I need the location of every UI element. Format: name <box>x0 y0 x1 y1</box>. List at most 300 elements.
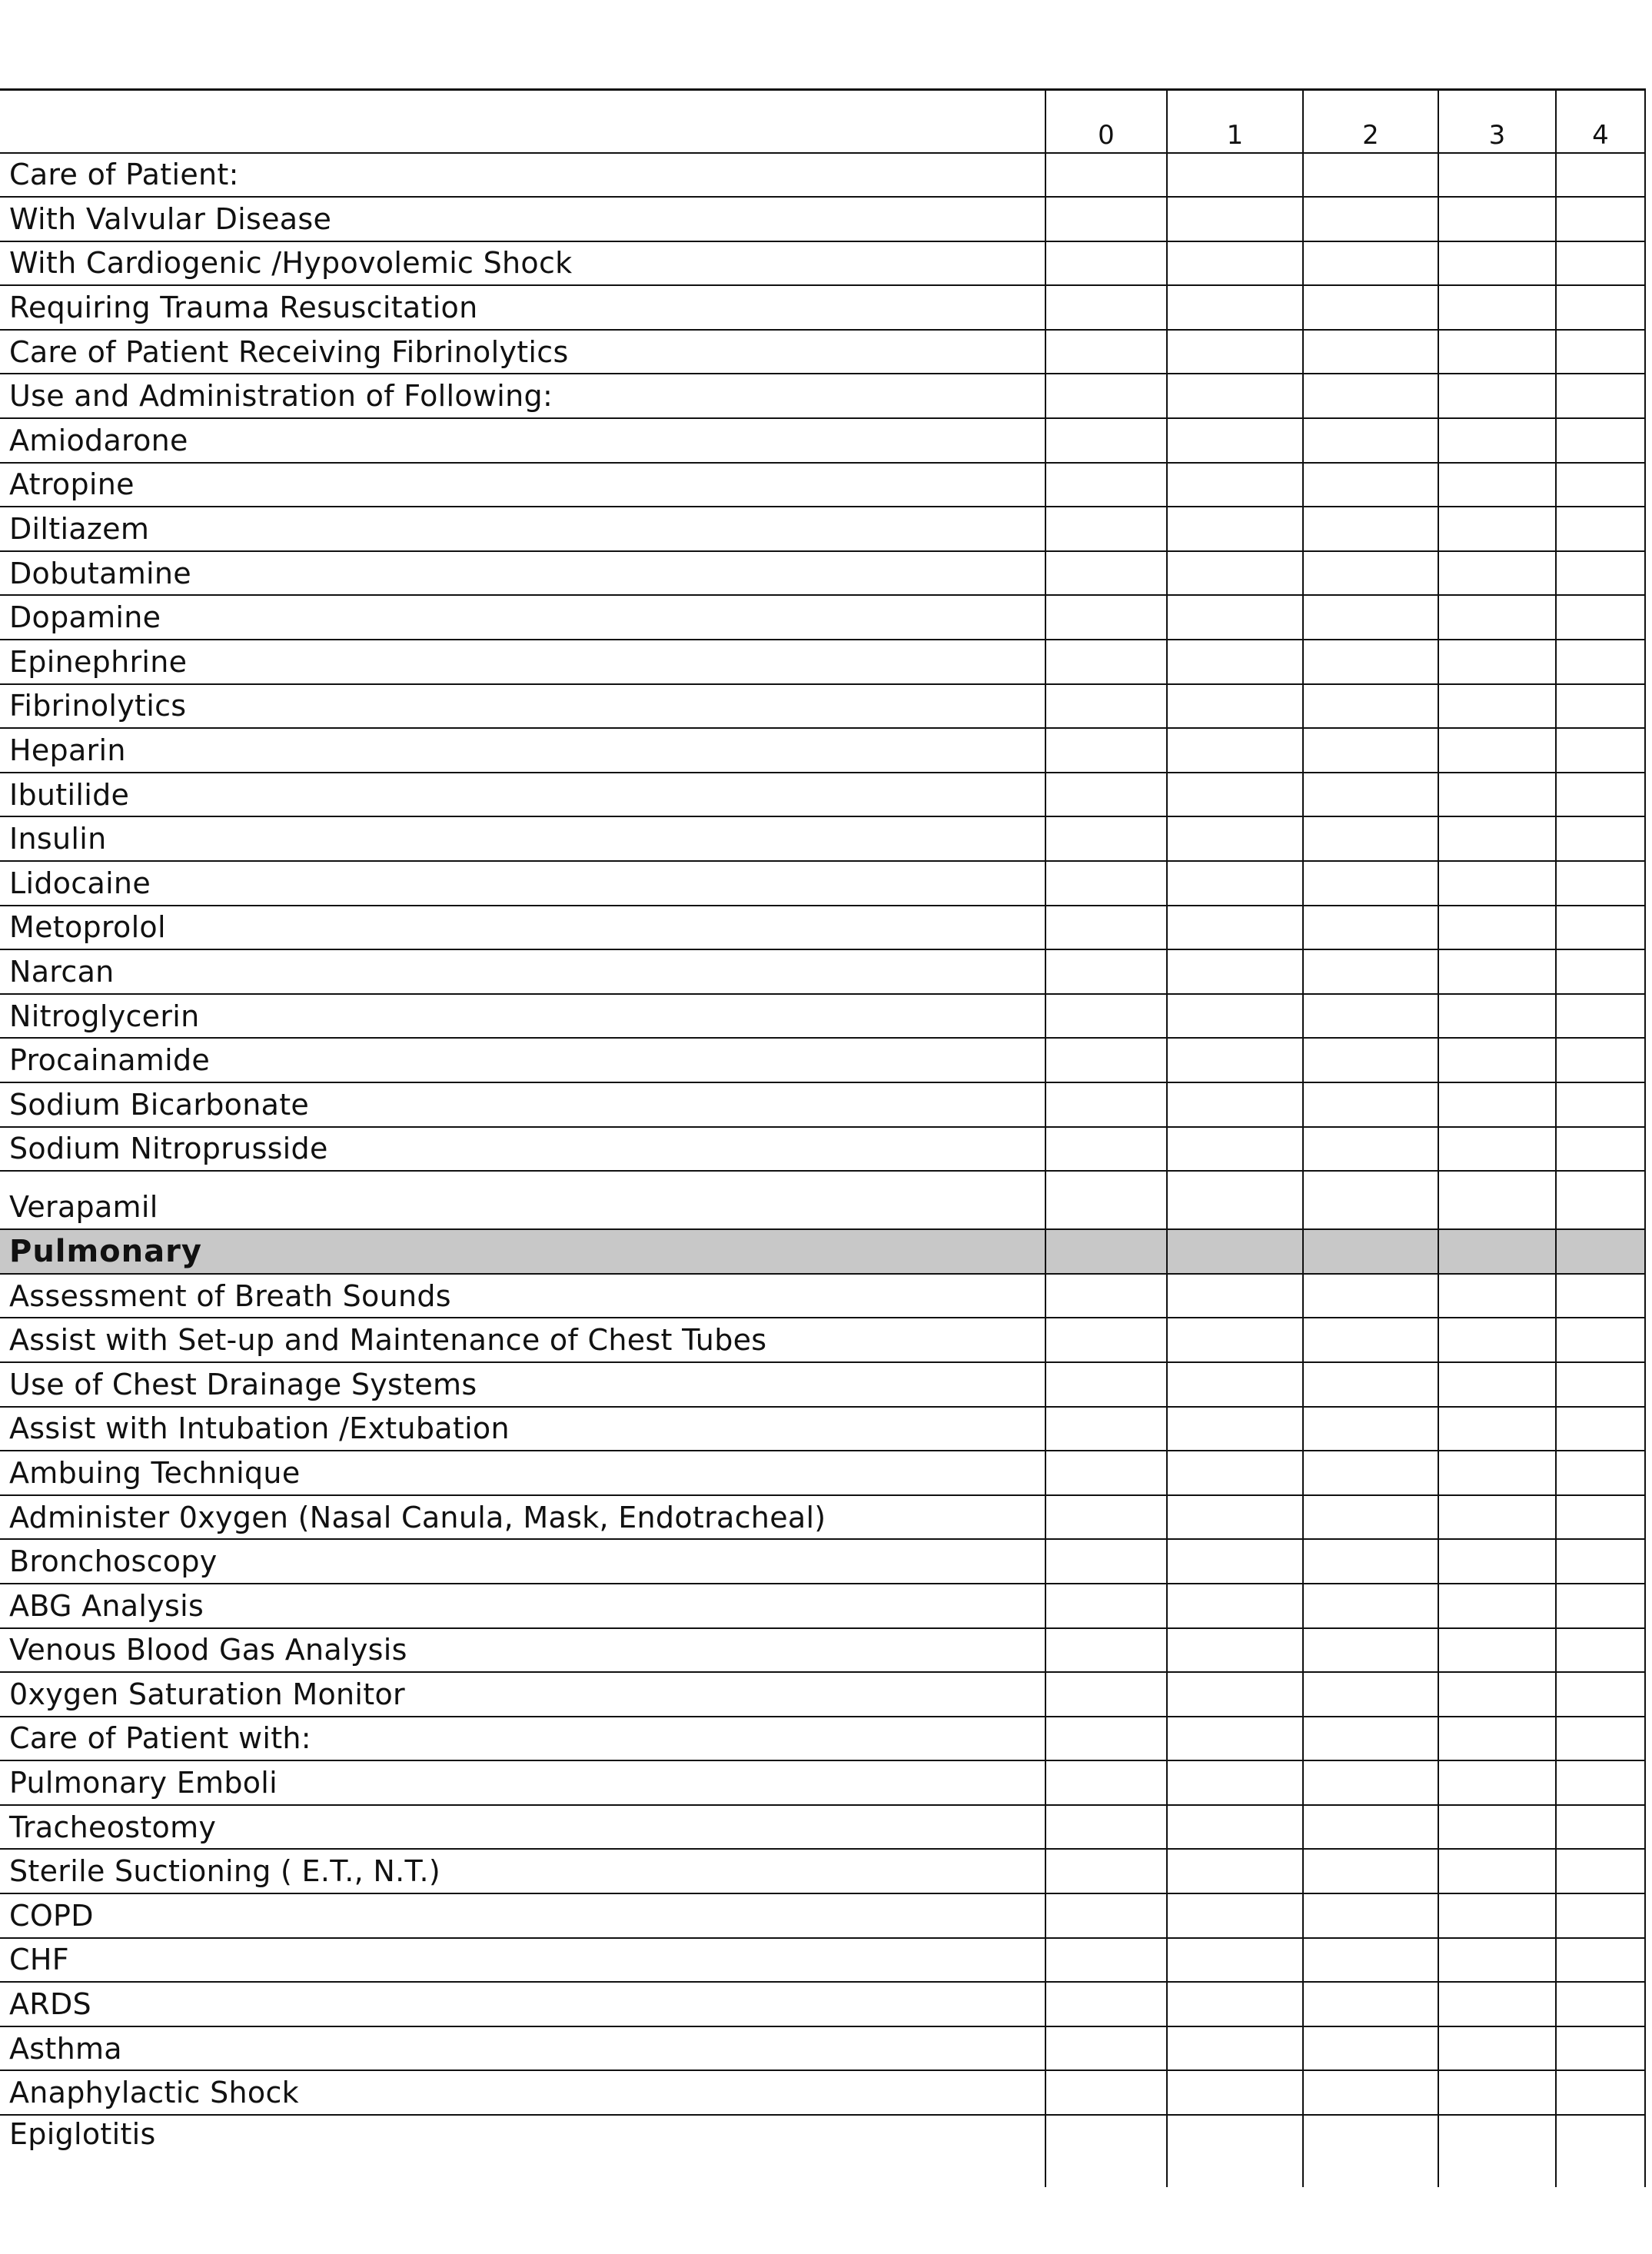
rating-cell-level-4[interactable] <box>1556 551 1645 596</box>
rating-cell-level-3[interactable] <box>1438 773 1556 817</box>
rating-cell-level-4[interactable] <box>1556 1584 1645 1628</box>
rating-cell-level-4[interactable] <box>1556 1760 1645 1805</box>
rating-cell-level-2[interactable] <box>1303 1672 1438 1717</box>
rating-cell-level-0[interactable] <box>1045 1127 1167 1172</box>
rating-cell-level-4[interactable] <box>1556 1982 1645 2026</box>
rating-cell-level-0[interactable] <box>1045 640 1167 684</box>
table-row <box>0 728 1645 773</box>
rating-cell-level-2[interactable] <box>1303 1805 1438 1850</box>
rating-cell-level-0[interactable] <box>1045 153 1167 198</box>
skill-label: Administer 0xygen (Nasal Canula, Mask, Endotracheal) <box>0 1495 1045 1540</box>
rating-cell-level-3[interactable] <box>1438 595 1556 640</box>
table-row <box>0 1451 1645 1495</box>
skill-label: CHF <box>0 1938 1045 1983</box>
rating-cell-level-0[interactable] <box>1045 1982 1167 2026</box>
rating-cell-level-0[interactable] <box>1045 1717 1167 1761</box>
rating-cell-level-2[interactable] <box>1303 1760 1438 1805</box>
rating-cell-level-3[interactable] <box>1438 1171 1556 1229</box>
level-header-2: 2 <box>1303 90 1438 153</box>
skill-label: COPD <box>0 1893 1045 1938</box>
rating-cell-level-0[interactable] <box>1045 463 1167 507</box>
skill-label: Asthma <box>0 2026 1045 2071</box>
rating-cell-level-2[interactable] <box>1303 861 1438 906</box>
rating-cell-level-2[interactable] <box>1303 2115 1438 2187</box>
rating-cell-level-3[interactable] <box>1438 1717 1556 1761</box>
rating-cell-level-2[interactable] <box>1303 463 1438 507</box>
rating-cell-level-3[interactable] <box>1438 285 1556 330</box>
rating-cell-level-2[interactable] <box>1303 816 1438 861</box>
rating-cell-level-1[interactable] <box>1167 861 1303 906</box>
rating-cell-level-3[interactable] <box>1438 1982 1556 2026</box>
rating-cell-level-2[interactable] <box>1303 1274 1438 1318</box>
rating-cell-level-2[interactable] <box>1303 728 1438 773</box>
rating-cell-level-1[interactable] <box>1167 1717 1303 1761</box>
skill-label: Metoprolol <box>0 906 1045 950</box>
skill-label: Sodium Bicarbonate <box>0 1082 1045 1127</box>
rating-cell-level-3[interactable] <box>1438 197 1556 241</box>
rating-cell-level-0[interactable] <box>1045 241 1167 286</box>
rating-cell-level-2[interactable] <box>1303 1038 1438 1082</box>
skill-label: Sodium Nitroprusside <box>0 1127 1045 1172</box>
rating-cell-level-3[interactable] <box>1438 1407 1556 1451</box>
skill-label: Narcan <box>0 949 1045 994</box>
rating-cell-level-2[interactable] <box>1303 2070 1438 2115</box>
rating-cell-level-0[interactable] <box>1045 1082 1167 1127</box>
rating-cell-level-1[interactable] <box>1167 507 1303 551</box>
rating-cell-level-4[interactable] <box>1556 285 1645 330</box>
rating-cell-level-3[interactable] <box>1438 1082 1556 1127</box>
rating-cell-level-1[interactable] <box>1167 773 1303 817</box>
rating-cell-level-0[interactable] <box>1045 418 1167 463</box>
rating-cell-level-1[interactable] <box>1167 241 1303 286</box>
rating-cell-level-2[interactable] <box>1303 1584 1438 1628</box>
rating-cell-level-2[interactable] <box>1303 1982 1438 2026</box>
rating-cell-level-1[interactable] <box>1167 684 1303 729</box>
rating-cell-level-1[interactable] <box>1167 1362 1303 1407</box>
rating-cell-level-3[interactable] <box>1438 906 1556 950</box>
rating-cell-level-4[interactable] <box>1556 1495 1645 1540</box>
rating-cell-level-1[interactable] <box>1167 1274 1303 1318</box>
rating-cell-level-0[interactable] <box>1045 1938 1167 1983</box>
header-label-cell <box>0 90 1045 153</box>
rating-cell-level-4[interactable] <box>1556 241 1645 286</box>
rating-cell-level-4[interactable] <box>1556 906 1645 950</box>
rating-cell-level-0[interactable] <box>1045 1362 1167 1407</box>
skill-label: Use of Chest Drainage Systems <box>0 1362 1045 1407</box>
rating-cell-level-2[interactable] <box>1303 906 1438 950</box>
rating-cell-level-2[interactable] <box>1303 507 1438 551</box>
rating-cell-level-1[interactable] <box>1167 1805 1303 1850</box>
rating-cell-level-0[interactable] <box>1045 773 1167 817</box>
rating-cell-level-1[interactable] <box>1167 463 1303 507</box>
table-row <box>0 1628 1645 1673</box>
rating-cell-level-4[interactable] <box>1556 197 1645 241</box>
table-row <box>0 1672 1645 1717</box>
rating-cell-level-4[interactable] <box>1556 994 1645 1039</box>
rating-cell-level-3[interactable] <box>1438 153 1556 198</box>
rating-cell-level-0[interactable] <box>1045 1407 1167 1451</box>
rating-cell-level-2[interactable] <box>1303 1318 1438 1362</box>
rating-cell-level-3[interactable] <box>1438 728 1556 773</box>
rating-cell-level-2[interactable] <box>1303 551 1438 596</box>
table-row <box>0 153 1645 198</box>
skill-label: Assessment of Breath Sounds <box>0 1274 1045 1318</box>
rating-cell-level-4[interactable] <box>1556 1318 1645 1362</box>
rating-cell-level-3[interactable] <box>1438 1805 1556 1850</box>
table-row <box>0 595 1645 640</box>
rating-cell-level-3 <box>1438 1229 1556 1274</box>
rating-cell-level-2[interactable] <box>1303 1495 1438 1540</box>
rating-cell-level-4[interactable] <box>1556 153 1645 198</box>
table-row <box>0 197 1645 241</box>
rating-cell-level-4[interactable] <box>1556 1171 1645 1229</box>
rating-cell-level-3[interactable] <box>1438 507 1556 551</box>
rating-cell-level-3[interactable] <box>1438 949 1556 994</box>
rating-cell-level-1[interactable] <box>1167 816 1303 861</box>
table-row <box>0 1082 1645 1127</box>
rating-cell-level-2[interactable] <box>1303 374 1438 418</box>
skill-label: Insulin <box>0 816 1045 861</box>
table-row <box>0 1849 1645 1893</box>
rating-cell-level-4[interactable] <box>1556 418 1645 463</box>
rating-cell-level-3[interactable] <box>1438 1038 1556 1082</box>
rating-cell-level-0[interactable] <box>1045 285 1167 330</box>
rating-cell-level-2[interactable] <box>1303 1451 1438 1495</box>
rating-cell-level-0[interactable] <box>1045 728 1167 773</box>
rating-cell-level-2[interactable] <box>1303 684 1438 729</box>
rating-cell-level-0[interactable] <box>1045 595 1167 640</box>
rating-cell-level-1 <box>1167 1229 1303 1274</box>
rating-cell-level-0[interactable] <box>1045 816 1167 861</box>
rating-cell-level-3[interactable] <box>1438 2115 1556 2187</box>
rating-cell-level-4[interactable] <box>1556 1717 1645 1761</box>
rating-cell-level-0[interactable] <box>1045 1451 1167 1495</box>
rating-cell-level-4[interactable] <box>1556 1672 1645 1717</box>
rating-cell-level-1[interactable] <box>1167 2070 1303 2115</box>
skill-label: Verapamil <box>0 1171 1045 1229</box>
skill-label: With Valvular Disease <box>0 197 1045 241</box>
level-header-3: 3 <box>1438 90 1556 153</box>
rating-cell-level-4[interactable] <box>1556 773 1645 817</box>
table-row <box>0 1038 1645 1082</box>
skill-label: Pulmonary Emboli <box>0 1760 1045 1805</box>
rating-cell-level-4[interactable] <box>1556 463 1645 507</box>
rating-cell-level-2[interactable] <box>1303 1717 1438 1761</box>
rating-cell-level-1[interactable] <box>1167 1495 1303 1540</box>
skill-label: Assist with Intubation /Extubation <box>0 1407 1045 1451</box>
rating-cell-level-4[interactable] <box>1556 1849 1645 1893</box>
rating-cell-level-1[interactable] <box>1167 994 1303 1039</box>
rating-cell-level-3[interactable] <box>1438 1938 1556 1983</box>
rating-cell-level-3[interactable] <box>1438 1628 1556 1673</box>
rating-cell-level-2[interactable] <box>1303 1362 1438 1407</box>
table-row <box>0 2070 1645 2115</box>
rating-cell-level-1[interactable] <box>1167 1171 1303 1229</box>
rating-cell-level-2[interactable] <box>1303 153 1438 198</box>
rating-cell-level-3[interactable] <box>1438 1362 1556 1407</box>
rating-cell-level-1[interactable] <box>1167 1938 1303 1983</box>
rating-cell-level-4[interactable] <box>1556 728 1645 773</box>
rating-cell-level-0[interactable] <box>1045 1038 1167 1082</box>
rating-cell-level-3[interactable] <box>1438 551 1556 596</box>
rating-cell-level-1[interactable] <box>1167 1672 1303 1717</box>
rating-cell-level-1[interactable] <box>1167 374 1303 418</box>
rating-cell-level-3[interactable] <box>1438 861 1556 906</box>
skill-label: Use and Administration of Following: <box>0 374 1045 418</box>
rating-cell-level-0[interactable] <box>1045 1539 1167 1584</box>
rating-cell-level-3[interactable] <box>1438 418 1556 463</box>
table-row <box>0 1584 1645 1628</box>
rating-cell-level-4 <box>1556 1229 1645 1274</box>
rating-cell-level-0[interactable] <box>1045 1805 1167 1850</box>
skill-label: Sterile Suctioning ( E.T., N.T.) <box>0 1849 1045 1893</box>
rating-cell-level-0[interactable] <box>1045 1893 1167 1938</box>
rating-cell-level-2[interactable] <box>1303 1407 1438 1451</box>
rating-cell-level-2[interactable] <box>1303 640 1438 684</box>
rating-cell-level-1[interactable] <box>1167 1849 1303 1893</box>
rating-cell-level-1[interactable] <box>1167 1127 1303 1172</box>
rating-cell-level-1[interactable] <box>1167 153 1303 198</box>
table-row <box>0 1982 1645 2026</box>
rating-cell-level-4[interactable] <box>1556 1938 1645 1983</box>
rating-cell-level-2[interactable] <box>1303 949 1438 994</box>
rating-cell-level-3[interactable] <box>1438 374 1556 418</box>
rating-cell-level-4[interactable] <box>1556 684 1645 729</box>
table-row <box>0 1495 1645 1540</box>
skill-label: Ambuing Technique <box>0 1451 1045 1495</box>
rating-cell-level-3[interactable] <box>1438 241 1556 286</box>
rating-cell-level-3[interactable] <box>1438 1760 1556 1805</box>
rating-cell-level-0[interactable] <box>1045 994 1167 1039</box>
rating-cell-level-1[interactable] <box>1167 2115 1303 2187</box>
rating-cell-level-1[interactable] <box>1167 1539 1303 1584</box>
table-row <box>0 1318 1645 1362</box>
table-row <box>0 374 1645 418</box>
table-row <box>0 2115 1645 2187</box>
rating-cell-level-1[interactable] <box>1167 949 1303 994</box>
table-row <box>0 330 1645 374</box>
table-row <box>0 1938 1645 1983</box>
rating-cell-level-0[interactable] <box>1045 949 1167 994</box>
rating-cell-level-0[interactable] <box>1045 1760 1167 1805</box>
rating-cell-level-3[interactable] <box>1438 1539 1556 1584</box>
rating-cell-level-1[interactable] <box>1167 1038 1303 1082</box>
rating-cell-level-2[interactable] <box>1303 1082 1438 1127</box>
rating-cell-level-4[interactable] <box>1556 1407 1645 1451</box>
rating-cell-level-2[interactable] <box>1303 241 1438 286</box>
rating-cell-level-0[interactable] <box>1045 1318 1167 1362</box>
rating-cell-level-2[interactable] <box>1303 595 1438 640</box>
rating-cell-level-0[interactable] <box>1045 330 1167 374</box>
rating-cell-level-0[interactable] <box>1045 1628 1167 1673</box>
rating-cell-level-3[interactable] <box>1438 1849 1556 1893</box>
rating-cell-level-3[interactable] <box>1438 1127 1556 1172</box>
rating-cell-level-1[interactable] <box>1167 1760 1303 1805</box>
rating-cell-level-0[interactable] <box>1045 1584 1167 1628</box>
rating-cell-level-4[interactable] <box>1556 2026 1645 2071</box>
rating-cell-level-0[interactable] <box>1045 197 1167 241</box>
rating-cell-level-3[interactable] <box>1438 1672 1556 1717</box>
rating-cell-level-0[interactable] <box>1045 507 1167 551</box>
rating-cell-level-1[interactable] <box>1167 2026 1303 2071</box>
rating-cell-level-2[interactable] <box>1303 1539 1438 1584</box>
rating-cell-level-4[interactable] <box>1556 507 1645 551</box>
rating-cell-level-4[interactable] <box>1556 1539 1645 1584</box>
table-row <box>0 2026 1645 2071</box>
skill-label: Diltiazem <box>0 507 1045 551</box>
skill-label: Requiring Trauma Resuscitation <box>0 285 1045 330</box>
rating-cell-level-4[interactable] <box>1556 1274 1645 1318</box>
rating-cell-level-4[interactable] <box>1556 2070 1645 2115</box>
rating-cell-level-3[interactable] <box>1438 463 1556 507</box>
rating-cell-level-0[interactable] <box>1045 1672 1167 1717</box>
skill-label: Epinephrine <box>0 640 1045 684</box>
rating-cell-level-3[interactable] <box>1438 1584 1556 1628</box>
rating-cell-level-3[interactable] <box>1438 1495 1556 1540</box>
rating-cell-level-0[interactable] <box>1045 2026 1167 2071</box>
table-row <box>0 949 1645 994</box>
rating-cell-level-3[interactable] <box>1438 816 1556 861</box>
rating-cell-level-0[interactable] <box>1045 1171 1167 1229</box>
rating-cell-level-3[interactable] <box>1438 1451 1556 1495</box>
rating-cell-level-1[interactable] <box>1167 640 1303 684</box>
rating-cell-level-1[interactable] <box>1167 285 1303 330</box>
rating-cell-level-2[interactable] <box>1303 418 1438 463</box>
table-row <box>0 861 1645 906</box>
table-row <box>0 1362 1645 1407</box>
table-row <box>0 463 1645 507</box>
rating-cell-level-4[interactable] <box>1556 1893 1645 1938</box>
skill-label: Venous Blood Gas Analysis <box>0 1628 1045 1673</box>
skill-label: Care of Patient: <box>0 153 1045 198</box>
rating-cell-level-2[interactable] <box>1303 1127 1438 1172</box>
rating-cell-level-3[interactable] <box>1438 640 1556 684</box>
rating-cell-level-3[interactable] <box>1438 2026 1556 2071</box>
rating-cell-level-2[interactable] <box>1303 1171 1438 1229</box>
rating-cell-level-0[interactable] <box>1045 1849 1167 1893</box>
rating-cell-level-0[interactable] <box>1045 2070 1167 2115</box>
rating-cell-level-4[interactable] <box>1556 2115 1645 2187</box>
rating-cell-level-2[interactable] <box>1303 1938 1438 1983</box>
table-row <box>0 640 1645 684</box>
table-row <box>0 1407 1645 1451</box>
skill-label: Ibutilide <box>0 773 1045 817</box>
rating-cell-level-1[interactable] <box>1167 197 1303 241</box>
rating-cell-level-3[interactable] <box>1438 684 1556 729</box>
header-row <box>0 90 1645 153</box>
table-row <box>0 684 1645 729</box>
rating-cell-level-2[interactable] <box>1303 2026 1438 2071</box>
skill-label: Care of Patient with: <box>0 1717 1045 1761</box>
skill-label: Bronchoscopy <box>0 1539 1045 1584</box>
skill-label: Atropine <box>0 463 1045 507</box>
skill-label: ABG Analysis <box>0 1584 1045 1628</box>
rating-cell-level-1[interactable] <box>1167 1628 1303 1673</box>
table-row <box>0 1760 1645 1805</box>
rating-cell-level-4[interactable] <box>1556 330 1645 374</box>
rating-cell-level-1[interactable] <box>1167 595 1303 640</box>
table-row <box>0 1717 1645 1761</box>
skill-label: Epiglotitis <box>0 2115 1045 2187</box>
rating-cell-level-2[interactable] <box>1303 1849 1438 1893</box>
rating-cell-level-1[interactable] <box>1167 1407 1303 1451</box>
table-row <box>0 1127 1645 1172</box>
rating-cell-level-3[interactable] <box>1438 1318 1556 1362</box>
rating-cell-level-1[interactable] <box>1167 1082 1303 1127</box>
rating-cell-level-4[interactable] <box>1556 1362 1645 1407</box>
rating-cell-level-0[interactable] <box>1045 1274 1167 1318</box>
rating-cell-level-2[interactable] <box>1303 1628 1438 1673</box>
rating-cell-level-4[interactable] <box>1556 861 1645 906</box>
rating-cell-level-2[interactable] <box>1303 994 1438 1039</box>
rating-cell-level-2[interactable] <box>1303 1893 1438 1938</box>
rating-cell-level-2[interactable] <box>1303 330 1438 374</box>
rating-cell-level-4[interactable] <box>1556 640 1645 684</box>
rating-cell-level-4[interactable] <box>1556 374 1645 418</box>
rating-cell-level-2[interactable] <box>1303 773 1438 817</box>
rating-cell-level-1[interactable] <box>1167 728 1303 773</box>
rating-cell-level-0[interactable] <box>1045 2115 1167 2187</box>
rating-cell-level-2[interactable] <box>1303 285 1438 330</box>
rating-cell-level-3[interactable] <box>1438 330 1556 374</box>
rating-cell-level-0[interactable] <box>1045 906 1167 950</box>
table-row <box>0 1893 1645 1938</box>
rating-cell-level-4[interactable] <box>1556 949 1645 994</box>
rating-cell-level-0[interactable] <box>1045 551 1167 596</box>
rating-cell-level-3[interactable] <box>1438 994 1556 1039</box>
rating-cell-level-3[interactable] <box>1438 1893 1556 1938</box>
rating-cell-level-3[interactable] <box>1438 1274 1556 1318</box>
section-header-row <box>0 1229 1645 1274</box>
rating-cell-level-3[interactable] <box>1438 2070 1556 2115</box>
level-header-0: 0 <box>1045 90 1167 153</box>
rating-cell-level-4[interactable] <box>1556 1082 1645 1127</box>
rating-cell-level-1[interactable] <box>1167 418 1303 463</box>
skill-label: ARDS <box>0 1982 1045 2026</box>
rating-cell-level-4[interactable] <box>1556 1451 1645 1495</box>
rating-cell-level-0[interactable] <box>1045 374 1167 418</box>
rating-cell-level-4[interactable] <box>1556 1127 1645 1172</box>
rating-cell-level-0[interactable] <box>1045 861 1167 906</box>
rating-cell-level-0[interactable] <box>1045 1495 1167 1540</box>
rating-cell-level-1[interactable] <box>1167 551 1303 596</box>
skills-checklist-table <box>0 88 1646 2187</box>
skill-label: Nitroglycerin <box>0 994 1045 1039</box>
level-header-1: 1 <box>1167 90 1303 153</box>
skill-label: Care of Patient Receiving Fibrinolytics <box>0 330 1045 374</box>
rating-cell-level-0[interactable] <box>1045 684 1167 729</box>
rating-cell-level-1[interactable] <box>1167 1584 1303 1628</box>
table-row <box>0 994 1645 1039</box>
rating-cell-level-1[interactable] <box>1167 1318 1303 1362</box>
rating-cell-level-4[interactable] <box>1556 816 1645 861</box>
rating-cell-level-2 <box>1303 1229 1438 1274</box>
rating-cell-level-1[interactable] <box>1167 1982 1303 2026</box>
rating-cell-level-4[interactable] <box>1556 1628 1645 1673</box>
skill-label: Assist with Set-up and Maintenance of Chest Tubes <box>0 1318 1045 1362</box>
rating-cell-level-1[interactable] <box>1167 1451 1303 1495</box>
rating-cell-level-1[interactable] <box>1167 906 1303 950</box>
rating-cell-level-2[interactable] <box>1303 197 1438 241</box>
rating-cell-level-4[interactable] <box>1556 1038 1645 1082</box>
rating-cell-level-4[interactable] <box>1556 595 1645 640</box>
rating-cell-level-1[interactable] <box>1167 1893 1303 1938</box>
table-row <box>0 1171 1645 1229</box>
skill-label: Dopamine <box>0 595 1045 640</box>
rating-cell-level-1[interactable] <box>1167 330 1303 374</box>
skill-label: 0xygen Saturation Monitor <box>0 1672 1045 1717</box>
rating-cell-level-4[interactable] <box>1556 1805 1645 1850</box>
